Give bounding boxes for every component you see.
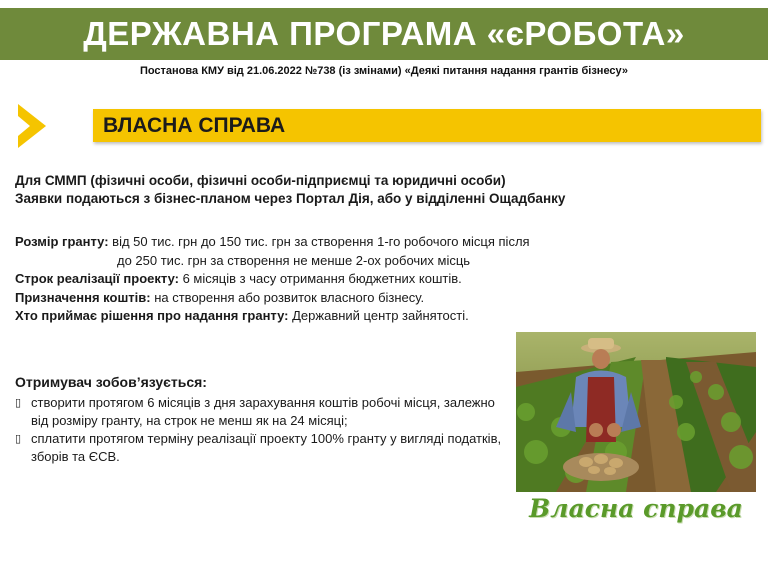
grant-size-label: Розмір гранту: <box>15 234 109 249</box>
intro-line-2: Заявки подаються з бізнес-планом через Портал Дія, або у відділенні Ощадбанку <box>15 191 566 206</box>
list-item <box>15 394 515 430</box>
grant-size-row <box>15 233 615 252</box>
intro-line-1: Для СММП (фізичні особи, фізичні особи-підприємці та юридичні особи) <box>15 173 506 188</box>
photo-caption: Власна справа <box>529 494 743 523</box>
section-title: ВЛАСНА СПРАВА <box>103 113 286 137</box>
term-label: Строк реалізації проекту: <box>15 271 179 286</box>
decision-row <box>15 307 615 326</box>
decision-text: Державний центр зайнятості. <box>288 308 469 323</box>
term-text: 6 місяців з часу отримання бюджетних коштів. <box>178 271 462 286</box>
purpose-label: Призначення коштів: <box>15 289 151 305</box>
purpose-row <box>15 289 615 308</box>
page-title: ДЕРЖАВНА ПРОГРАМА «єРОБОТА» <box>83 15 685 52</box>
obligation-text-2: сплатити протягом терміну реалізації проекту 100% гранту у вигляді податків, зборів та ЄСВ. <box>31 431 502 464</box>
obligation-text-1: створити протягом 6 місяців з дня зарахування коштів робочі місця, залежно від розміру гранту, на строк не менш як на 24 місяці; <box>31 395 495 428</box>
list-item <box>15 430 515 466</box>
obligations-block <box>15 373 515 466</box>
grant-size-text-1: від 50 тис. грн до 150 тис. грн за створення 1-го робочого місця після <box>108 234 530 249</box>
resolution-subtitle: Постанова КМУ від 21.06.2022 №738 (із змінами) «Деякі питання надання грантів бізнесу» <box>139 65 629 77</box>
purpose-text: на створення або розвиток власного бізнесу. <box>150 289 425 305</box>
title-banner <box>0 8 768 60</box>
term-row <box>15 270 615 289</box>
arrow-cutout <box>18 116 30 136</box>
section-header <box>93 109 761 142</box>
obligations-heading: Отримувач зобов’язується: <box>15 374 207 390</box>
farmer-illustration <box>516 332 756 492</box>
decision-label: Хто приймає рішення про надання гранту: <box>15 308 289 323</box>
square-bullet-icon: ▯ <box>15 397 22 409</box>
farmer-photo <box>516 332 756 492</box>
grant-details <box>15 233 615 326</box>
intro-block <box>15 172 565 208</box>
square-bullet-icon: ▯ <box>15 433 22 445</box>
grant-size-text-2: до 250 тис. грн за створення не менше 2-ох робочих місць <box>117 252 471 268</box>
